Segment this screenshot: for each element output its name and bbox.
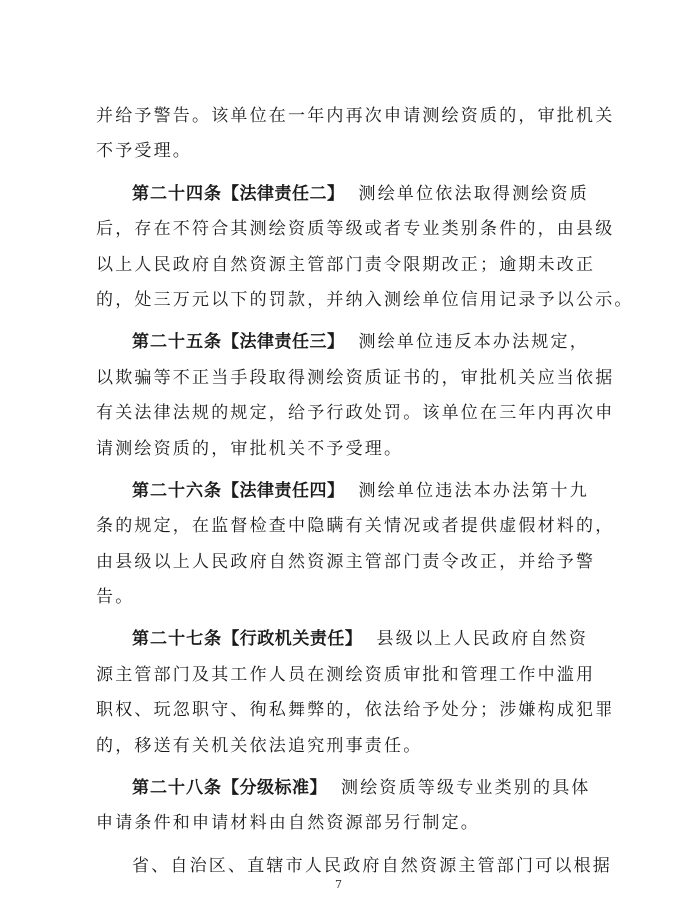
text-line: 以欺骗等不正当手段取得测绘资质证书的，审批机关应当依据 xyxy=(96,367,615,388)
article-28 xyxy=(96,771,591,842)
text-line: 有关法律法规的规定，给予行政处罚。该单位在三年内再次申 xyxy=(96,403,615,424)
text-line: 测绘单位依法取得测绘资质 xyxy=(358,183,589,204)
text-line: 的，处三万元以下的罚款，并纳入测绘单位信用记录予以公示。 xyxy=(96,289,634,310)
document-body xyxy=(96,99,634,884)
text-line: 由县级以上人民政府自然资源主管部门责令改正，并给予警 xyxy=(96,551,596,572)
article-26 xyxy=(96,474,615,616)
article-number: 第二十四条 xyxy=(132,183,222,204)
text-line: 测绘单位违法本办法第十九 xyxy=(358,480,589,501)
article-25 xyxy=(96,325,615,467)
article-number: 第二十八条 xyxy=(132,778,222,799)
article-tag: 【法律责任三】 xyxy=(222,332,345,353)
article-number: 第二十七条 xyxy=(132,629,223,650)
article-number: 第二十五条 xyxy=(132,332,222,353)
article-24 xyxy=(96,177,634,319)
text-line: 申请条件和申请材料由自然资源部另行制定。 xyxy=(96,813,480,834)
text-line: 以上人民政府自然资源主管部门责令限期改正；逾期未改正 xyxy=(96,254,596,275)
text-line: 条的规定，在监督检查中隐瞒有关情况或者提供虚假材料的， xyxy=(96,516,615,537)
page-number: 7 xyxy=(335,878,342,891)
text-line: 请测绘资质的，审批机关不予受理。 xyxy=(96,438,404,459)
article-tag: 【分级标准】 xyxy=(222,778,327,799)
article-tag: 【行政机关责任】 xyxy=(222,629,363,650)
text-line: 不予受理。 xyxy=(96,141,192,162)
paragraph-continuation xyxy=(96,99,615,170)
text-line: 测绘单位违反本办法规定， xyxy=(358,332,589,353)
text-line: 县级以上人民政府自然资 xyxy=(376,629,589,650)
article-tag: 【法律责任二】 xyxy=(222,183,345,204)
text-line: 测绘资质等级专业类别的具体 xyxy=(341,778,591,799)
article-27 xyxy=(96,622,615,764)
article-tag: 【法律责任四】 xyxy=(222,480,345,501)
text-line: 源主管部门及其工作人员在测绘资质审批和管理工作中滥用 xyxy=(96,664,596,685)
text-line: 后，存在不符合其测绘资质等级或者专业类别条件的，由县级 xyxy=(96,219,615,240)
text-line: 的，移送有关机关依法追究刑事责任。 xyxy=(96,735,423,756)
text-line: 告。 xyxy=(96,587,135,608)
text-line: 省、自治区、直辖市人民政府自然资源主管部门可以根据 xyxy=(132,855,612,876)
text-line: 职权、玩忽职守、徇私舞弊的，依法给予处分；涉嫌构成犯罪 xyxy=(96,700,615,721)
text-line: 并给予警告。该单位在一年内再次申请测绘资质的，审批机关 xyxy=(96,106,615,126)
article-number: 第二十六条 xyxy=(132,480,222,501)
